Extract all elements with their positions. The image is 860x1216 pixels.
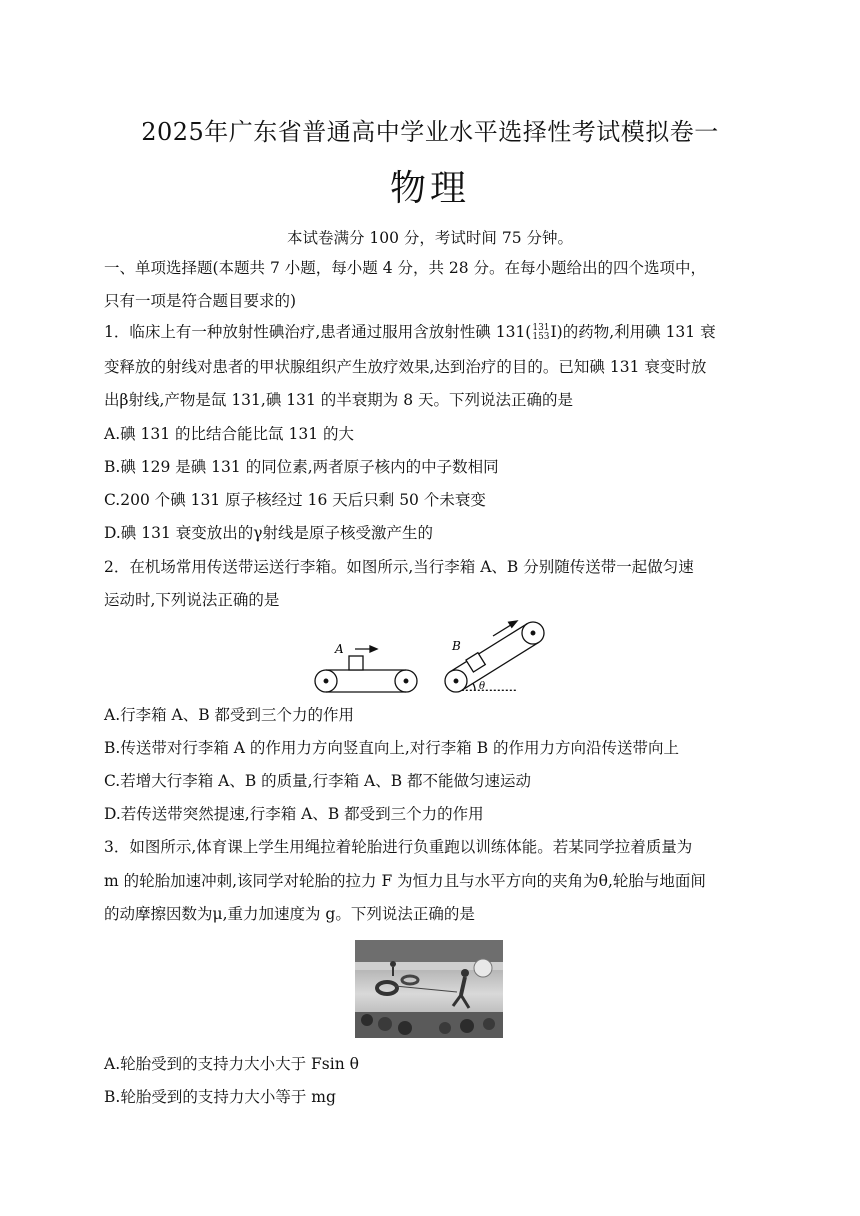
label-b: B — [452, 639, 461, 653]
q2-stem-line2: 运动时,下列说法正确的是 — [104, 591, 280, 609]
q1-stem-text-a: 1．临床上有一种放射性碘治疗,患者通过服用含放射性碘 131( — [104, 323, 532, 341]
q2-option-d: D.若传送带突然提速,行李箱 A、B 都受到三个力的作用 — [104, 805, 484, 823]
conveyor-belt-figure — [305, 618, 555, 698]
q1-option-b: B.碘 129 是碘 131 的同位素,两者原子核内的中子数相同 — [104, 458, 499, 476]
q1-stem-text-b: I)的药物,利用碘 131 衰 — [550, 323, 716, 341]
q3-stem-line1: 3．如图所示,体育课上学生用绳拉着轮胎进行负重跑以训练体能。若某同学拉着质量为 — [104, 838, 693, 856]
q1-option-a: A.碘 131 的比结合能比氙 131 的大 — [104, 425, 354, 443]
horizontal-conveyor — [315, 646, 417, 692]
q2-option-b: B.传送带对行李箱 A 的作用力方向竖直向上,对行李箱 B 的作用力方向沿传送带向上 — [104, 739, 680, 757]
q1-stem-line3: 出β射线,产物是氙 131,碘 131 的半衰期为 8 天。下列说法正确的是 — [104, 391, 573, 409]
q2-stem-line1: 2．在机场常用传送带运送行李箱。如图所示,当行李箱 A、B 分别随传送带一起做匀速 — [104, 558, 694, 576]
q2-option-c: C.若增大行李箱 A、B 的质量,行李箱 A、B 都不能做匀速运动 — [104, 772, 532, 790]
exam-title: 2025年广东省普通高中学业水平选择性考试模拟卷一 — [141, 118, 719, 146]
inclined-conveyor — [445, 621, 544, 692]
section-heading: 一、单项选择题(本题共 7 小题，每小题 4 分，共 28 分。在每小题给出的四个选项中， — [104, 259, 707, 277]
tire-running-photo — [355, 940, 503, 1038]
section-heading-cont: 只有一项是符合题目要求的) — [104, 292, 297, 310]
mass-number: 131 — [532, 323, 550, 333]
iodine-isotope-notation — [532, 324, 549, 342]
subject-title: 物理 — [389, 168, 470, 209]
q1-option-d: D.碘 131 衰变放出的γ射线是原子核受激产生的 — [104, 524, 434, 542]
q3-option-a: A.轮胎受到的支持力大小大于 Fsin θ — [104, 1055, 359, 1073]
atomic-number: 153 — [532, 332, 550, 342]
q3-option-b: B.轮胎受到的支持力大小等于 mg — [104, 1088, 336, 1106]
q3-stem-line2: m 的轮胎加速冲刺,该同学对轮胎的拉力 F 为恒力且与水平方向的夹角为θ,轮胎与地面间 — [104, 872, 706, 890]
q2-option-a: A.行李箱 A、B 都受到三个力的作用 — [104, 706, 355, 724]
q3-stem-line3: 的动摩擦因数为μ,重力加速度为 g。下列说法正确的是 — [104, 905, 475, 923]
q1-stem-line2: 变释放的射线对患者的甲状腺组织产生放疗效果,达到治疗的目的。已知碘 131 衰变时放 — [104, 358, 707, 376]
q1-option-c: C.200 个碘 131 原子核经过 16 天后只剩 50 个未衰变 — [104, 491, 486, 509]
label-a: A — [335, 642, 344, 656]
exam-note: 本试卷满分 100 分，考试时间 75 分钟。 — [286, 229, 574, 247]
q1-stem-line1 — [104, 322, 764, 342]
angle-theta: θ — [479, 681, 486, 692]
